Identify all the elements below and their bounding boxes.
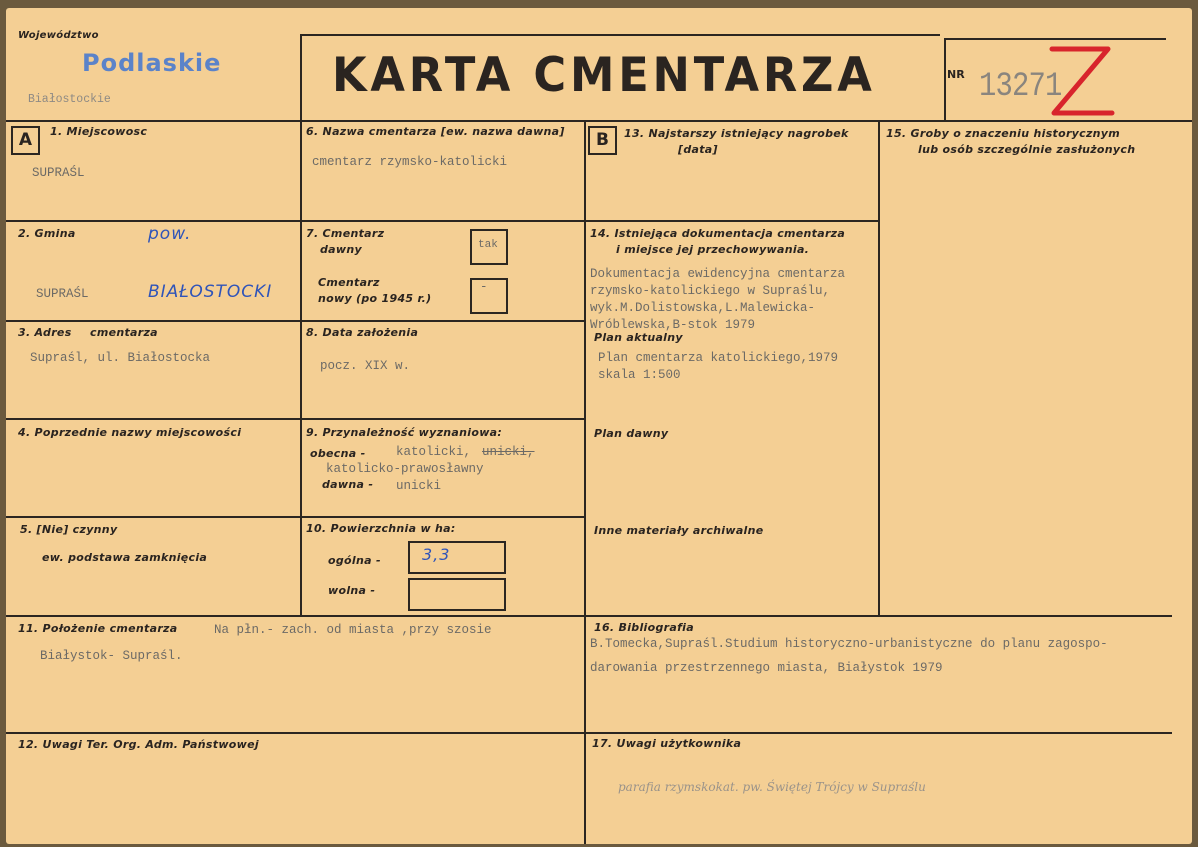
field-8-value: pocz. XIX w.	[320, 359, 411, 373]
field-9-current-strike: unicki,	[482, 445, 535, 459]
plan-old-label: Plan dawny	[594, 427, 669, 440]
field-17-value: parafia rzymskokat. pw. Świętej Trójcy w Supraślu	[618, 780, 926, 794]
field-7-old-value: tak	[478, 239, 498, 251]
section-a-badge: A	[11, 126, 40, 155]
field-13-label: 13. Najstarszy istniejący nagrobek	[624, 127, 849, 140]
nr-value: 13271	[979, 68, 1062, 106]
divider	[584, 220, 880, 222]
field-2-value: SUPRAŚL	[36, 287, 89, 301]
section-b-badge: B	[588, 126, 617, 155]
field-9-old-label: dawna -	[322, 478, 374, 491]
divider	[6, 120, 1192, 122]
field-9-current-value: katolicki,	[396, 445, 472, 459]
other-materials-label: Inne materiały archiwalne	[594, 524, 764, 537]
field-9-label: 9. Przynależność wyznaniowa:	[306, 426, 503, 439]
field-7-new-box	[470, 278, 508, 314]
field-10-label: 10. Powierzchnia w ha:	[306, 522, 456, 535]
field-14-value-1: Dokumentacja ewidencyjna cmentarza	[590, 267, 846, 281]
field-9-current-value-2: katolicko-prawosławny	[326, 462, 484, 476]
page-title: KARTA CMENTARZA	[332, 48, 876, 103]
voivodeship-label: Województwo	[18, 30, 99, 41]
voivodeship-stamp: Podlaskie	[82, 49, 222, 77]
field-7-new-label: Cmentarz	[318, 276, 380, 289]
field-5-label-2: ew. podstawa zamknięcia	[42, 551, 208, 564]
field-1-label: 1. Miejscowosc	[50, 125, 148, 138]
field-15-label-2: lub osób szczególnie zasłużonych	[918, 143, 1136, 156]
divider	[6, 320, 584, 322]
field-14-label-2: i miejsce jej przechowywania.	[616, 243, 810, 256]
field-16-value-1: B.Tomecka,Supraśl.Studium historyczno-urbanistyczne do planu zagospo-	[590, 637, 1108, 651]
field-3-label-2: cmentarza	[90, 326, 158, 339]
field-11-label: 11. Położenie cmentarza	[18, 622, 178, 635]
field-14-label: 14. Istniejąca dokumentacja cmentarza	[590, 227, 846, 240]
field-9-old-value: unicki	[396, 479, 442, 493]
divider	[6, 418, 584, 420]
divider	[6, 220, 584, 222]
field-14-value-3: wyk.M.Dolistowska,L.Malewicka-	[590, 301, 816, 315]
field-6-value: cmentarz rzymsko-katolicki	[312, 155, 508, 169]
field-7-old-label: 7. Cmentarz	[306, 227, 385, 240]
cemetery-card	[6, 8, 1192, 844]
field-7-old-label-2: dawny	[320, 243, 362, 256]
field-9-current-label: obecna -	[310, 447, 366, 460]
field-11-value-1: Na płn.- zach. od miasta ,przy szosie	[214, 623, 492, 637]
field-14-value-2: rzymsko-katolickiego w Supraślu,	[590, 284, 831, 298]
field-4-label: 4. Poprzednie nazwy miejscowości	[18, 426, 242, 439]
field-10-free-box	[408, 578, 506, 611]
divider	[944, 38, 946, 120]
divider	[878, 120, 880, 616]
plan-current-value-2: skala 1:500	[598, 368, 681, 382]
field-14-value-4: Wróblewska,B-stok 1979	[590, 318, 756, 332]
field-15-label: 15. Groby o znaczeniu historycznym	[886, 127, 1121, 140]
divider	[300, 34, 940, 36]
field-7-new-value: -	[480, 280, 488, 294]
field-13-label-2: [data]	[678, 143, 718, 156]
field-12-label: 12. Uwagi Ter. Org. Adm. Państwowej	[18, 738, 259, 751]
field-7-new-label-2: nowy (po 1945 r.)	[318, 292, 432, 305]
voivodeship-old: Białostockie	[28, 93, 111, 106]
field-16-label: 16. Bibliografia	[594, 621, 694, 634]
field-6-label: 6. Nazwa cmentarza [ew. nazwa dawna]	[306, 125, 565, 138]
field-1-value: SUPRAŚL	[32, 166, 85, 180]
plan-current-label: Plan aktualny	[594, 331, 683, 344]
field-3-value: Supraśl, ul. Białostocka	[30, 351, 211, 365]
field-3-label: 3. Adres	[18, 326, 72, 339]
nr-label: NR	[947, 68, 965, 81]
field-10-total-label: ogólna -	[328, 554, 381, 567]
field-17-label: 17. Uwagi użytkownika	[592, 737, 742, 750]
divider	[6, 516, 584, 518]
divider	[584, 120, 586, 844]
field-5-label: 5. [Nie] czynny	[20, 523, 118, 536]
field-2-pow-value: BIAŁOSTOCKI	[148, 282, 273, 302]
field-2-label: 2. Gmina	[18, 227, 76, 240]
field-10-total-value: 3,3	[422, 545, 451, 564]
red-z-mark-icon	[1046, 41, 1116, 121]
field-10-free-label: wolna -	[328, 584, 376, 597]
divider	[6, 732, 1172, 734]
field-2-pow: pow.	[148, 224, 192, 244]
divider	[6, 615, 1172, 617]
plan-current-value-1: Plan cmentarza katolickiego,1979	[598, 351, 839, 365]
field-8-label: 8. Data założenia	[306, 326, 419, 339]
field-16-value-2: darowania przestrzennego miasta, Białystok 1979	[590, 661, 943, 675]
divider	[946, 38, 1166, 40]
field-11-value-2: Białystok- Supraśl.	[40, 649, 183, 663]
